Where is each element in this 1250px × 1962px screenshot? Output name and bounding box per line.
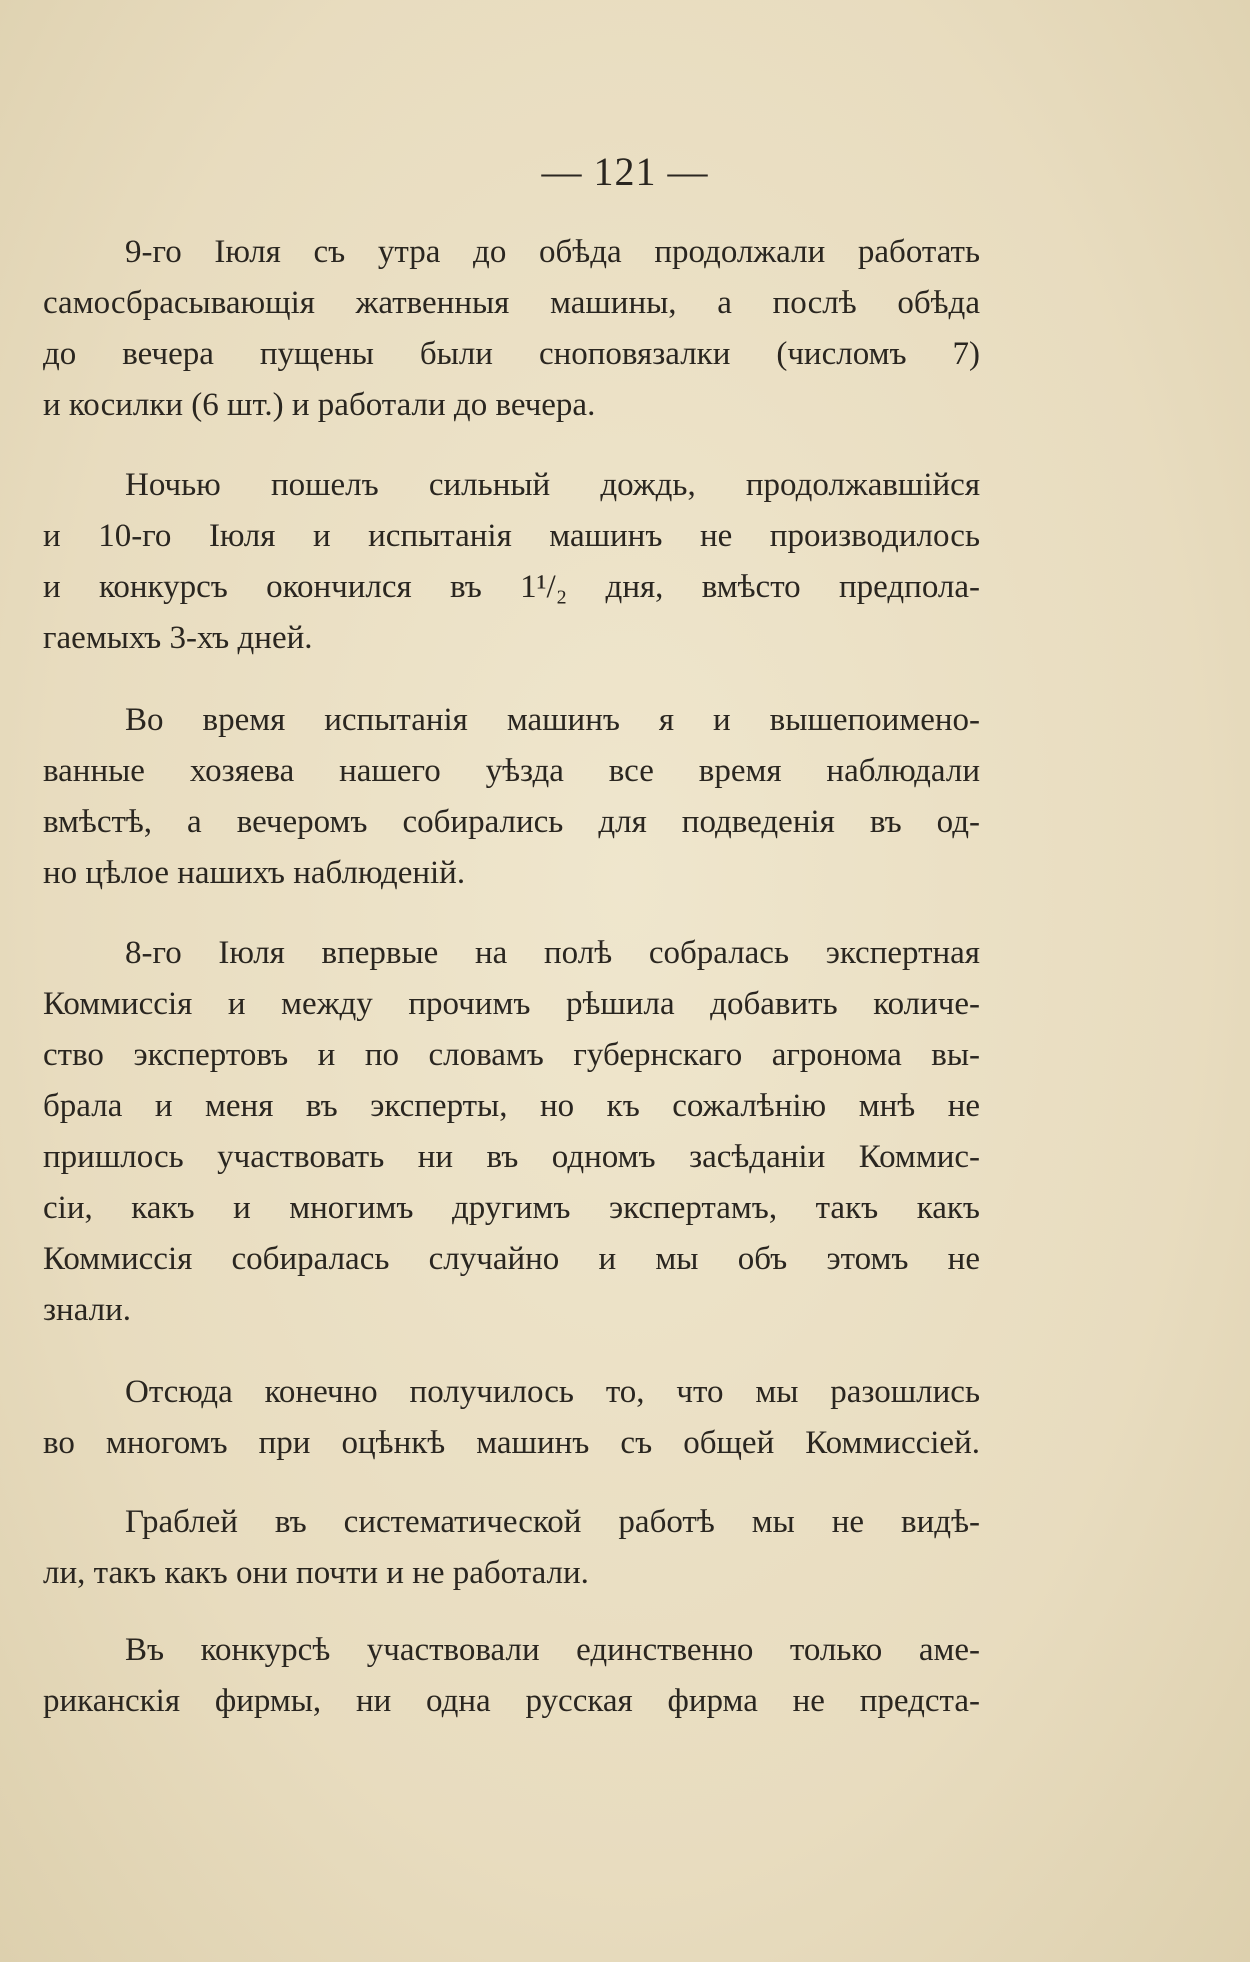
text-line: Отсюда конечно получилось то, что мы разошлись [125, 1374, 980, 1410]
paragraph-5 [43, 1367, 980, 1469]
paragraph-2 [43, 460, 980, 664]
text-line: Во время испытанія машинъ я и вышепоимено- [125, 702, 980, 738]
text-line: Коммиссія собиралась случайно и мы объ этомъ не [43, 1241, 980, 1277]
text-line: вмѣстѣ, а вечеромъ собирались для подведенія въ од- [43, 804, 980, 840]
text-line: пришлось участвовать ни въ одномъ засѣданіи Коммис- [43, 1139, 980, 1175]
text-line: Въ конкурсѣ участвовали единственно только аме- [125, 1632, 980, 1668]
text-line: и 10-го Іюля и испытанія машинъ не производилось [43, 518, 980, 554]
text-line: ство экспертовъ и по словамъ губернскаго агронома вы- [43, 1037, 980, 1073]
text-line: брала и меня въ эксперты, но къ сожалѣнію мнѣ не [43, 1088, 980, 1124]
paragraph-4 [43, 928, 980, 1336]
text-line: 9-го Іюля съ утра до обѣда продолжали работать [125, 234, 980, 270]
paragraph-6 [43, 1497, 980, 1599]
text-line: самосбрасывающія жатвенныя машины, а послѣ обѣда [43, 285, 980, 321]
text-line: Граблей въ систематической работѣ мы не видѣ- [125, 1504, 980, 1540]
text-line: 8-го Іюля впервые на полѣ собралась экспертная [125, 935, 980, 971]
text-line: Коммиссія и между прочимъ рѣшила добавить количе- [43, 986, 980, 1022]
text-line: но цѣлое нашихъ наблюденій. [43, 855, 466, 891]
text-line: Ночью пошелъ сильный дождь, продолжавшійся [125, 467, 980, 503]
paragraph-1 [43, 227, 980, 431]
text-line: знали. [43, 1292, 132, 1328]
paragraph-3 [43, 695, 980, 899]
page-number: — 121 — [541, 149, 709, 194]
text-line: ли, такъ какъ они почти и не работали. [43, 1555, 589, 1591]
text-line: риканскія фирмы, ни одна русская фирма не предста- [43, 1683, 980, 1719]
paragraph-7 [43, 1625, 980, 1727]
text-line: и конкурсъ окончился въ 1¹/₂ дня, вмѣсто предпола- [43, 569, 980, 605]
text-line: ванные хозяева нашего уѣзда все время наблюдали [43, 753, 980, 789]
text-line: до вечера пущены были сноповязалки (числомъ 7) [43, 336, 980, 372]
text-line: и косилки (6 шт.) и работали до вечера. [43, 387, 596, 423]
text-line: сіи, какъ и многимъ другимъ экспертамъ, такъ какъ [43, 1190, 980, 1226]
text-line: во многомъ при оцѣнкѣ машинъ съ общей Коммиссіей. [43, 1425, 980, 1461]
text-line: гаемыхъ 3-хъ дней. [43, 620, 313, 656]
